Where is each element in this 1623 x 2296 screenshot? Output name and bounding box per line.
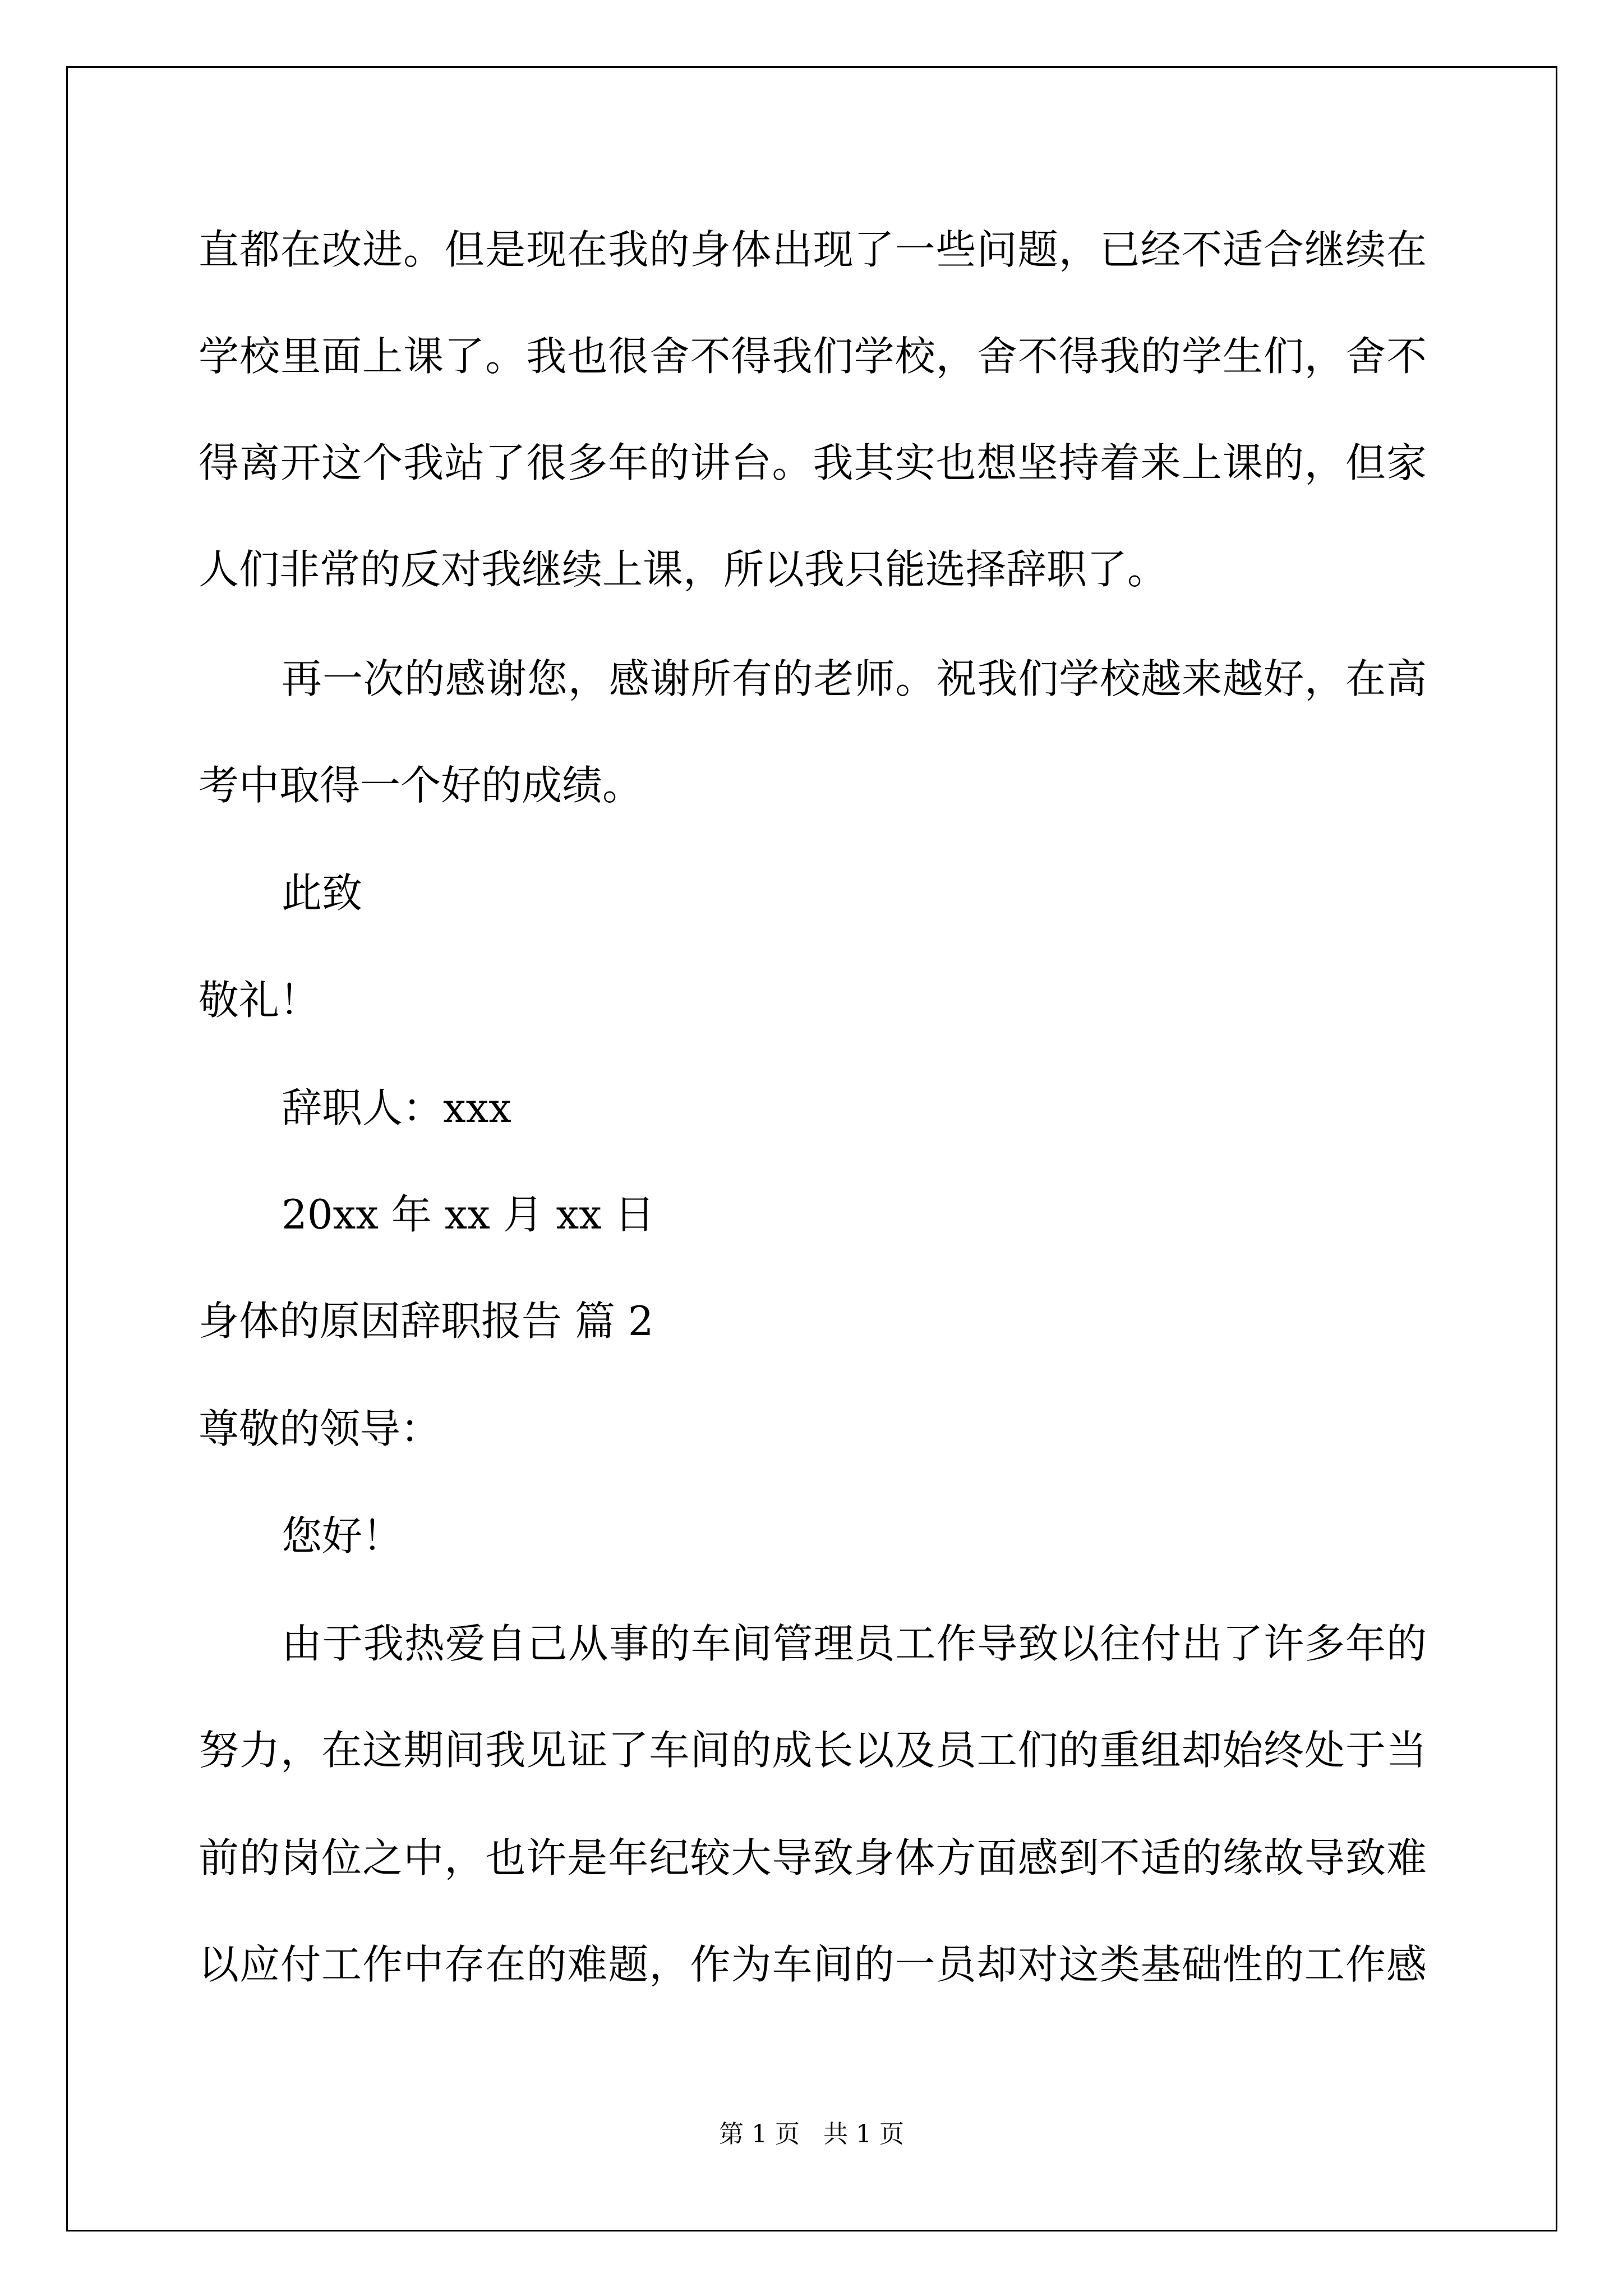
body-line-15: 努力，在这期间我见证了车间的成长以及员工们的重组却始终处于当 (199, 1727, 1427, 1774)
signature-line: 辞职人：xxx (282, 1084, 511, 1131)
body-line-17: 以应付工作中存在的难题，作为车间的一员却对这类基础性的工作感 (199, 1941, 1427, 1988)
body-line-3: 得离开这个我站了很多年的讲台。我其实也想坚持着来上课的，但家 (199, 439, 1427, 486)
body-line-6: 考中取得一个好的成绩。 (199, 762, 643, 809)
body-line-1: 直都在改进。但是现在我的身体出现了一些问题，已经不适合继续在 (199, 226, 1427, 273)
body-line-2: 学校里面上课了。我也很舍不得我们学校，舍不得我的学生们，舍不 (199, 333, 1427, 380)
section-heading: 身体的原因辞职报告 篇 2 (199, 1297, 654, 1345)
body-line-4: 人们非常的反对我继续上课，所以我只能选择辞职了。 (199, 546, 1168, 593)
body-line-5: 再一次的感谢您，感谢所有的老师。祝我们学校越来越好，在高 (282, 655, 1427, 702)
closing-cizhi: 此致 (282, 869, 363, 917)
page-footer: 第 1 页 共 1 页 (719, 2120, 904, 2148)
greeting: 您好！ (282, 1512, 403, 1559)
salutation: 尊敬的领导： (199, 1405, 441, 1452)
body-line-16: 前的岗位之中，也许是年纪较大导致身体方面感到不适的缘故导致难 (199, 1834, 1427, 1881)
closing-jingli: 敬礼！ (199, 977, 320, 1024)
date-line: 20xx 年 xx 月 xx 日 (282, 1191, 655, 1238)
body-line-14: 由于我热爱自己从事的车间管理员工作导致以往付出了许多年的 (282, 1620, 1427, 1667)
page-border (66, 66, 1557, 2231)
